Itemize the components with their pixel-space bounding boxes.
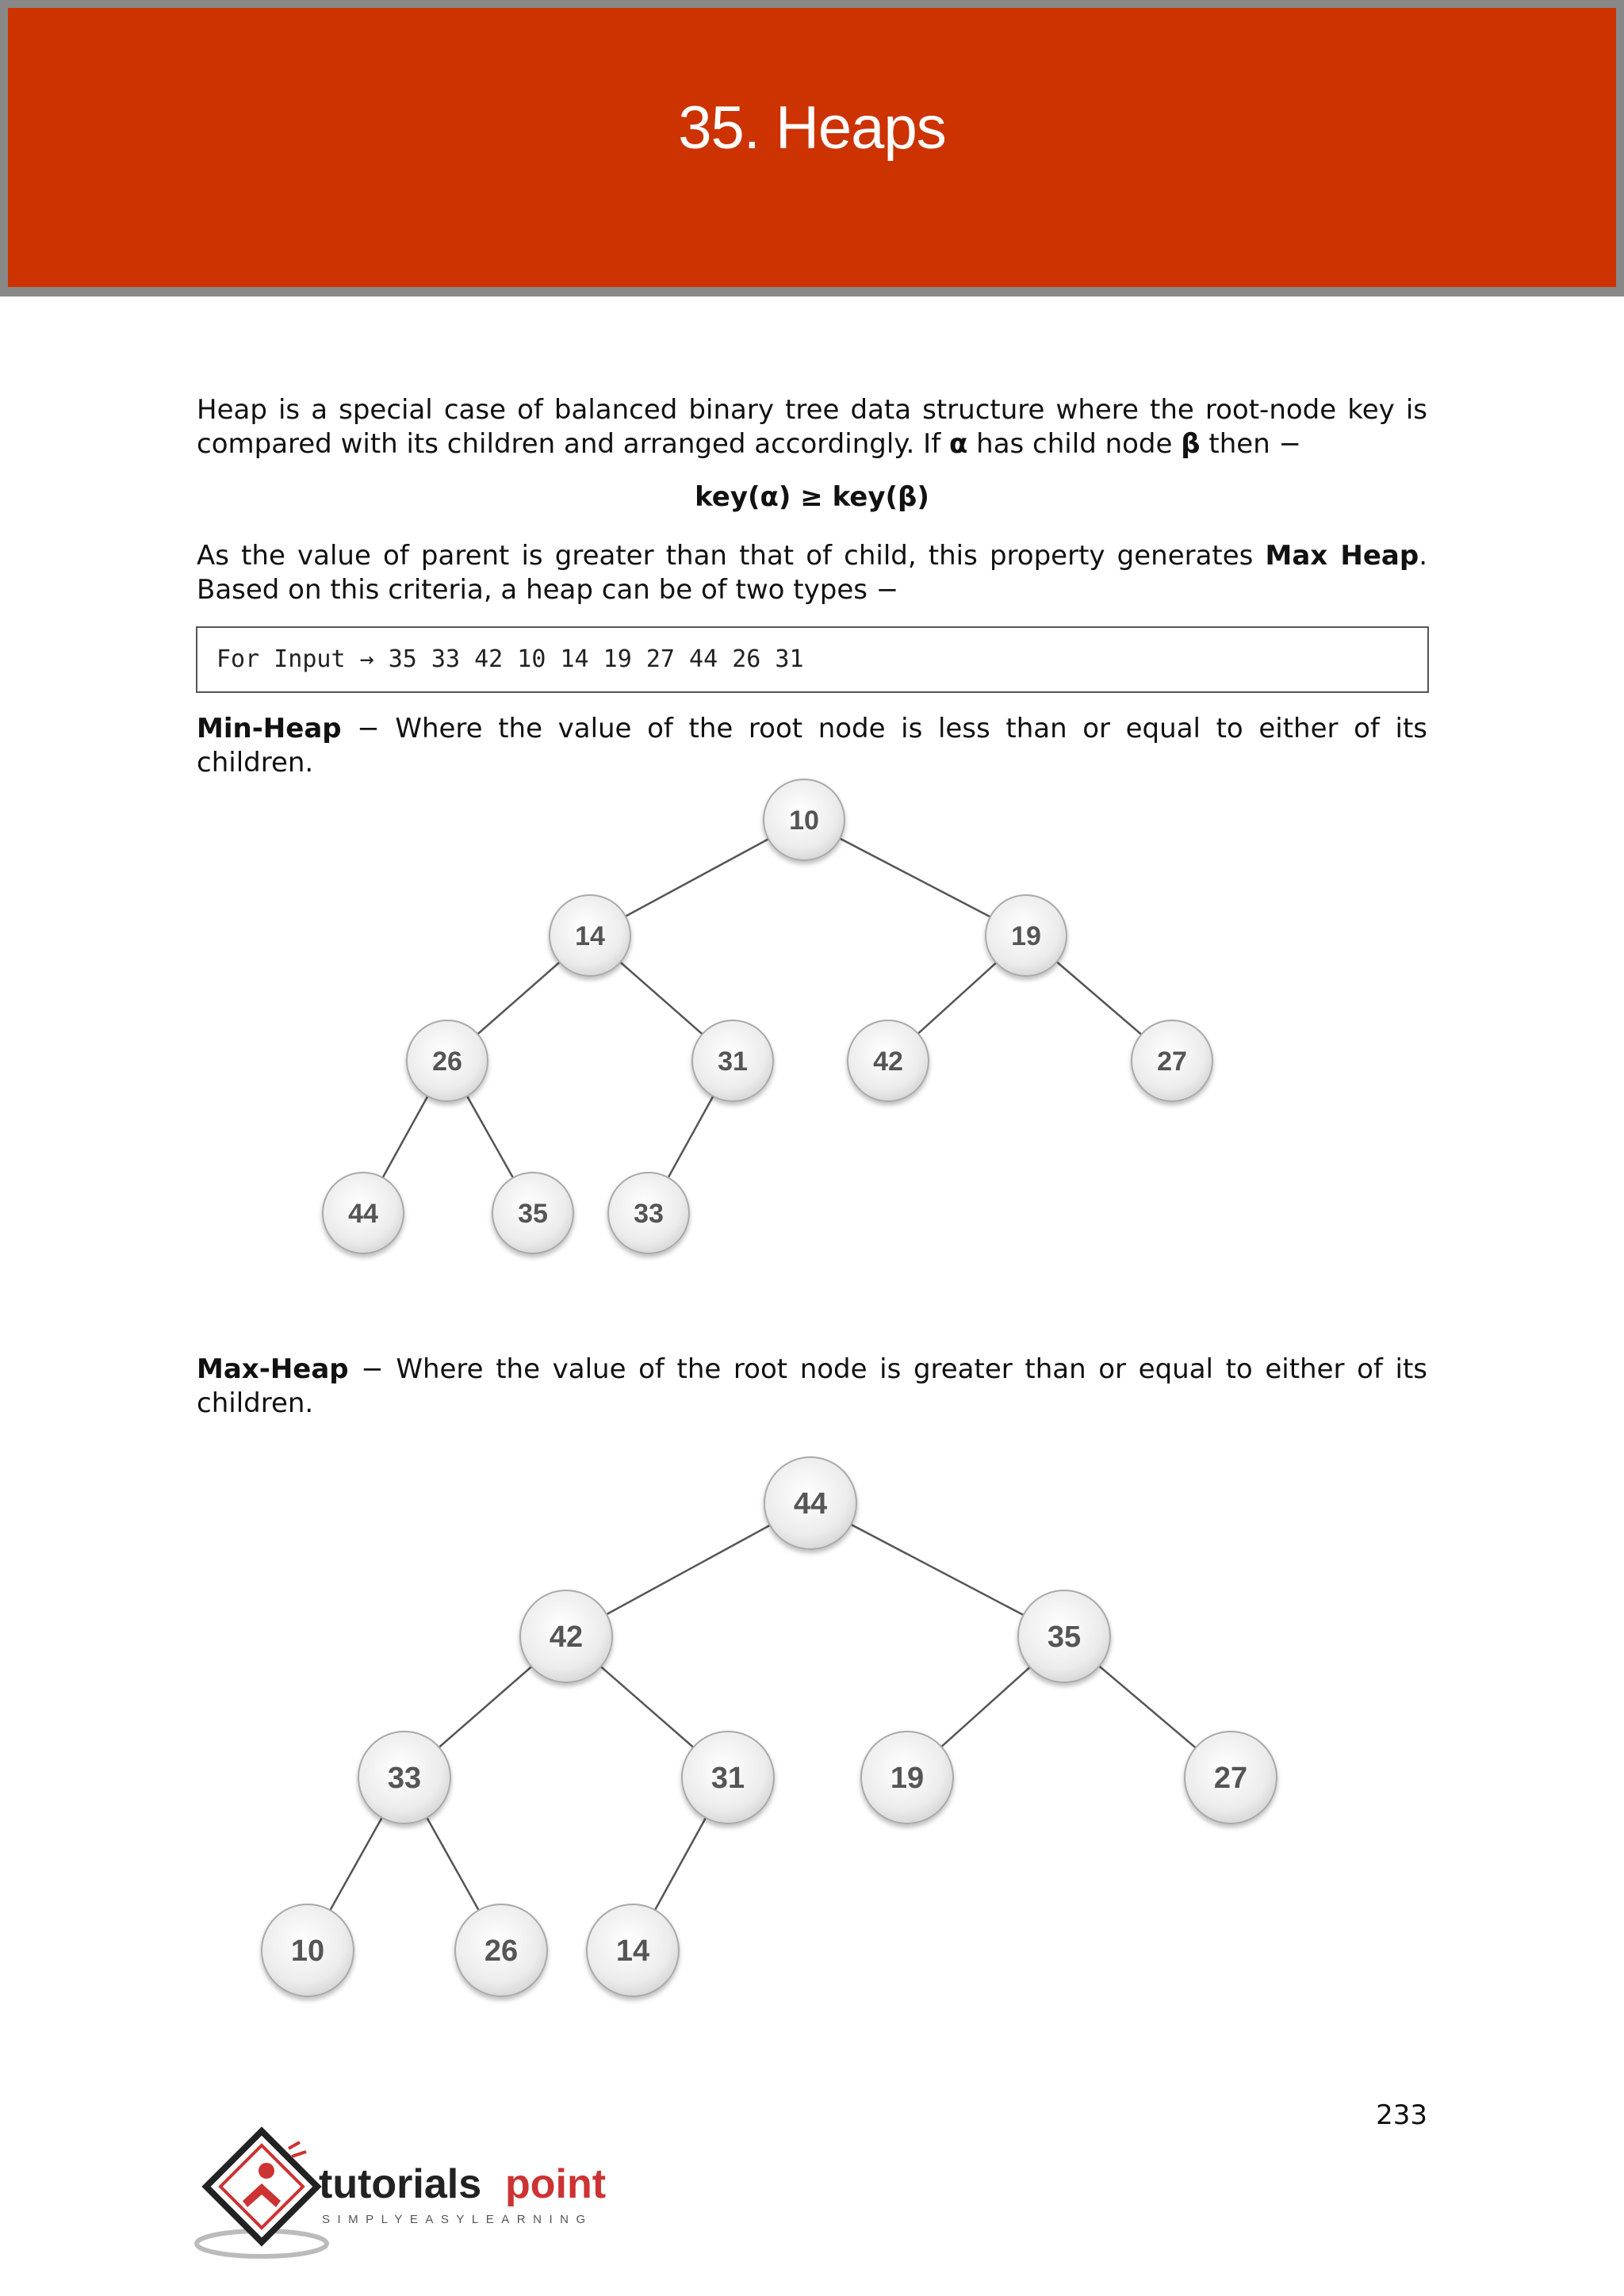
page-number: 233	[1376, 2099, 1427, 2131]
chapter-title: 35. Heaps	[678, 94, 946, 162]
svg-text:42: 42	[873, 1047, 903, 1077]
svg-text:27: 27	[1213, 1762, 1248, 1795]
logo-tagline: SIMPLYEASYLEARNING	[322, 2213, 593, 2226]
svg-text:10: 10	[290, 1934, 325, 1968]
tree-node	[358, 1732, 450, 1823]
intro-text-middle: has child node	[967, 428, 1182, 460]
logo-figure-head	[259, 2163, 274, 2179]
svg-text:44: 44	[793, 1487, 828, 1521]
logo-sparks	[289, 2142, 306, 2156]
types-text-end: . Based on this criteria, a heap can be of two types −	[197, 540, 1427, 606]
svg-text:26: 26	[432, 1047, 462, 1077]
svg-text:19: 19	[1011, 921, 1041, 951]
tree-node	[764, 1457, 856, 1549]
svg-text:31: 31	[710, 1762, 745, 1795]
logo-word-tutorials: tutorials	[319, 2161, 482, 2207]
tree-node	[861, 1732, 953, 1823]
svg-text:33: 33	[634, 1199, 664, 1229]
types-text-start: As the value of parent is greater than that of child, this property generates	[197, 540, 1266, 572]
svg-text:27: 27	[1157, 1047, 1187, 1077]
tree-node	[1185, 1732, 1277, 1823]
tree-node	[520, 1590, 612, 1682]
svg-text:42: 42	[549, 1621, 584, 1654]
logo-word-point: point	[505, 2161, 607, 2207]
tree-node	[682, 1732, 774, 1823]
max-heap-description: − Where the value of the root node is greater than or equal to either of its children.	[197, 1353, 1427, 1419]
max-heap-edges	[308, 1503, 1231, 1950]
tree-node	[455, 1904, 547, 1996]
tree-node	[262, 1904, 354, 1996]
svg-text:14: 14	[575, 921, 605, 951]
intro-text-start: Heap is a special case of balanced binary tree data structure where the root-node key is compared with its children and arranged accordingly. If	[197, 394, 1427, 460]
max-heap-term: Max Heap	[1265, 540, 1419, 572]
beta-symbol: β	[1181, 428, 1201, 460]
svg-text:26: 26	[484, 1934, 519, 1968]
svg-text:35: 35	[518, 1199, 548, 1229]
svg-text:31: 31	[718, 1047, 748, 1077]
svg-text:44: 44	[348, 1199, 378, 1229]
heap-property-formula: key(α) ≥ key(β)	[695, 481, 929, 513]
tree-node	[1018, 1590, 1110, 1682]
intro-text-end: then −	[1200, 428, 1302, 460]
tree-node	[587, 1904, 679, 1996]
svg-text:35: 35	[1047, 1621, 1082, 1654]
input-code-block: For Input → 35 33 42 10 14 19 27 44 26 31	[196, 626, 1429, 693]
svg-text:10: 10	[789, 806, 819, 836]
svg-text:19: 19	[890, 1762, 925, 1795]
min-heap-description: − Where the value of the root node is less than or equal to either of its children.	[197, 713, 1427, 779]
tutorialspoint-logo	[193, 2125, 638, 2260]
alpha-symbol: α	[948, 428, 968, 460]
min-heap-label: Min-Heap	[197, 713, 342, 744]
svg-text:33: 33	[387, 1762, 422, 1795]
svg-text:14: 14	[615, 1934, 650, 1968]
max-heap-label: Max-Heap	[197, 1353, 349, 1385]
